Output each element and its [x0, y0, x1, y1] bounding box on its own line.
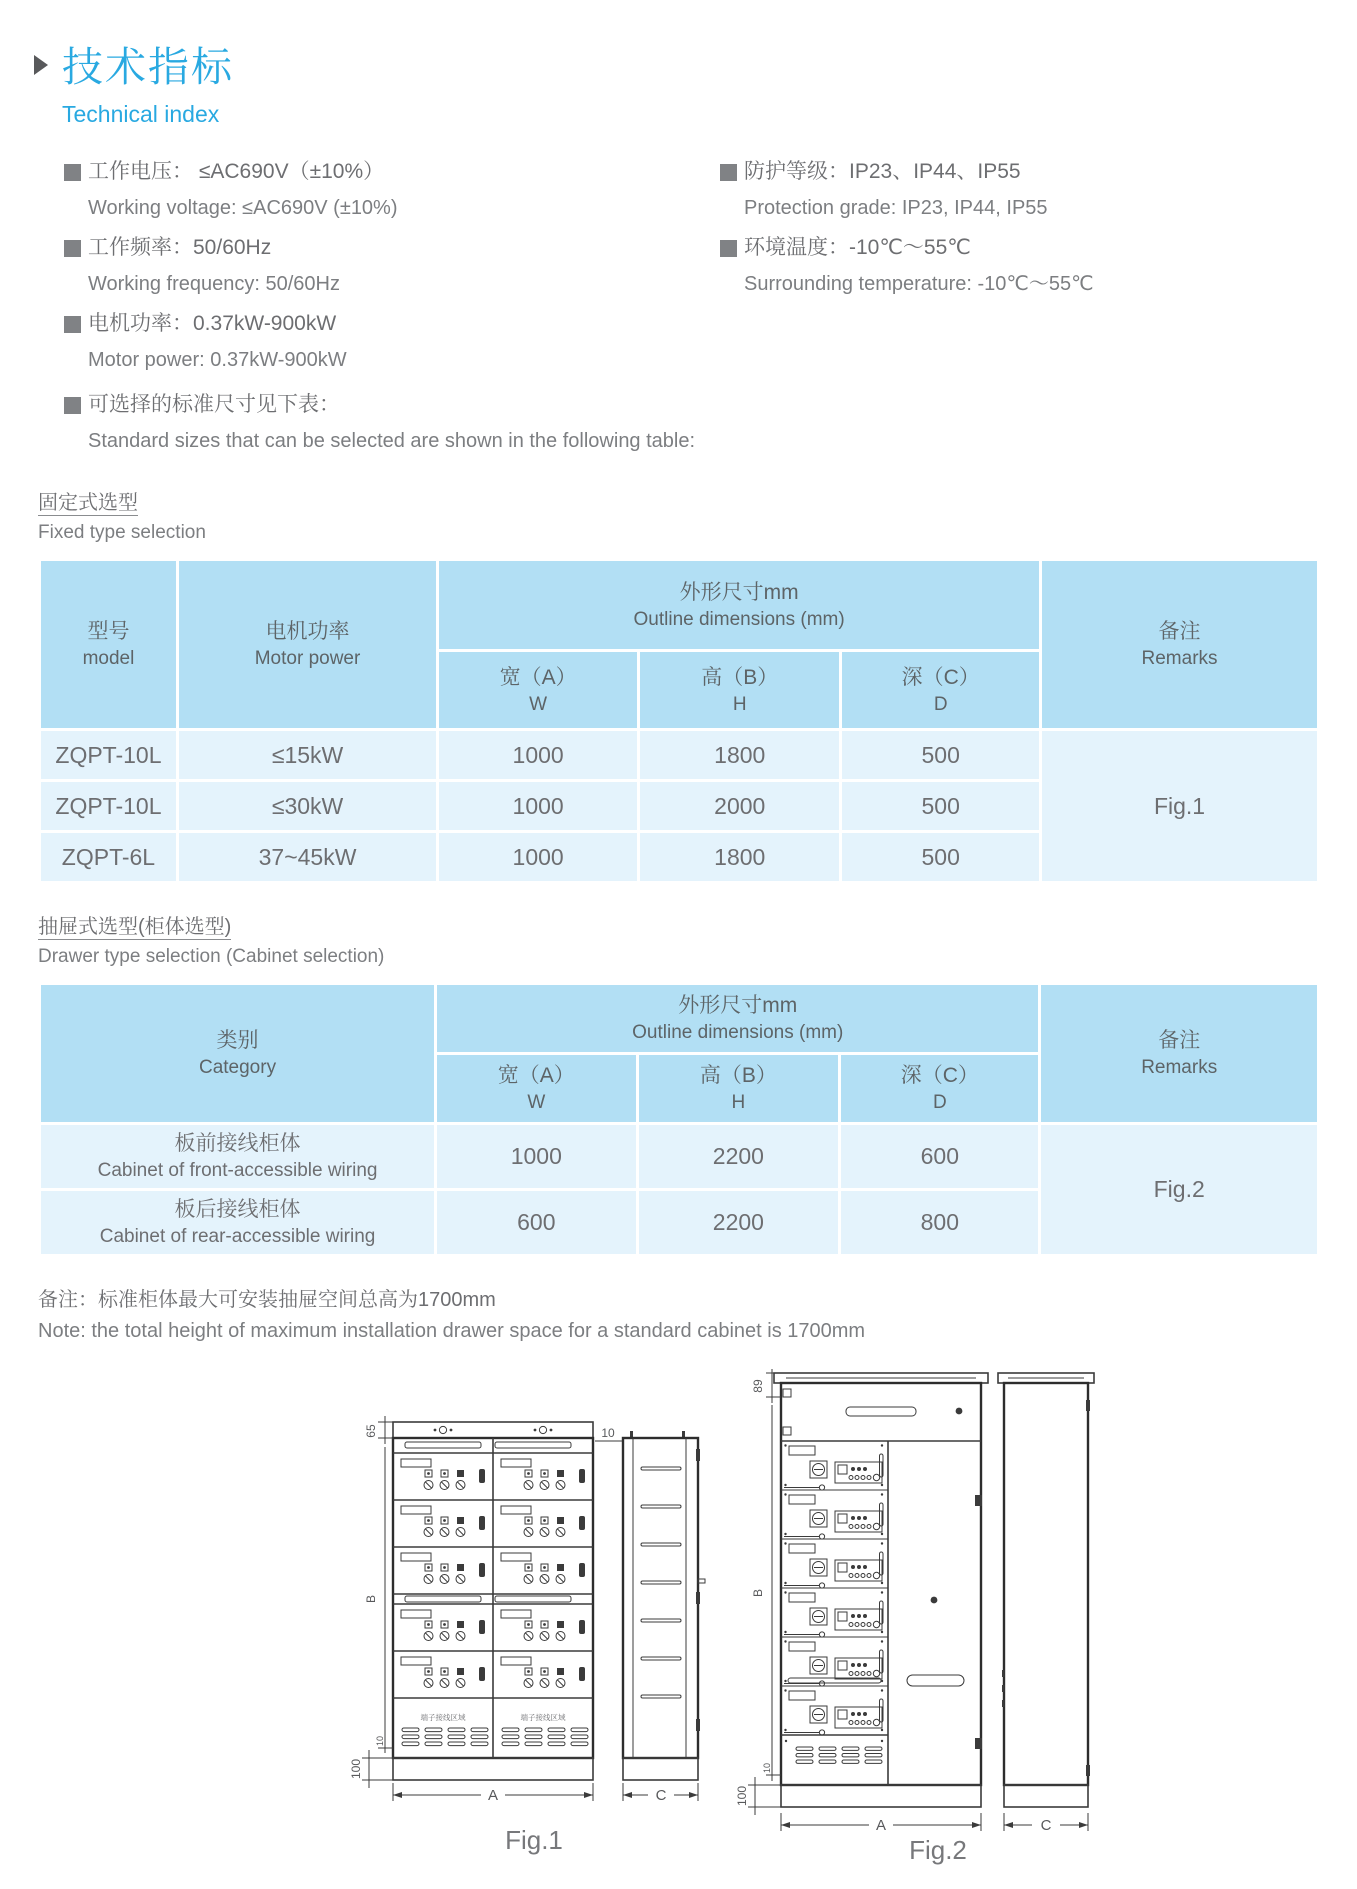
- col-header-category: 类别 Category: [41, 985, 434, 1122]
- cell-width: 1000: [439, 833, 637, 881]
- fig2-side-view: [998, 1373, 1094, 1807]
- fixed-type-section-label: [38, 486, 1320, 544]
- drawer-type-section-label: [38, 910, 1320, 968]
- cell-model: ZQPT-6L: [41, 833, 176, 881]
- dim-65: 65: [364, 1424, 378, 1438]
- fixed-type-section: [38, 486, 1320, 884]
- fig2-front-view: [774, 1373, 988, 1807]
- dim-89: 89: [751, 1379, 765, 1393]
- cell-width: 1000: [439, 731, 637, 779]
- dim-100: 100: [349, 1758, 363, 1780]
- section-arrow-icon: [34, 55, 48, 75]
- spec-item-working-frequency: [64, 230, 678, 303]
- table-row: [41, 731, 1317, 779]
- spec-en: Protection grade: IP23, IP44, IP55: [744, 197, 1048, 219]
- fig1-side-view: [623, 1431, 705, 1780]
- cell-model: ZQPT-10L: [41, 731, 176, 779]
- cell-width: 1000: [439, 782, 637, 830]
- cell-remark: Fig.1: [1042, 731, 1317, 881]
- cell-model: ZQPT-10L: [41, 782, 176, 830]
- fig2-caption: Fig.2: [909, 1835, 967, 1865]
- dim-A: A: [875, 1817, 887, 1834]
- cell-depth: 500: [842, 731, 1039, 779]
- cell-depth: 800: [841, 1191, 1038, 1254]
- spec-zh: 环境温度：-10℃～55℃: [744, 236, 971, 259]
- col-header-depth: 深（C） D: [842, 652, 1039, 728]
- terminal-area-label: 端子接线区域: [520, 1713, 566, 1722]
- dim-B: B: [751, 1588, 765, 1598]
- fixed-type-table: [38, 558, 1320, 884]
- cell-height: 1800: [640, 731, 839, 779]
- footnote-en: Note: the total height of maximum installation drawer space for a standard cabinet is 1700mm: [38, 1320, 866, 1342]
- col-header-width: 宽（A） W: [439, 652, 637, 728]
- spec-list: [38, 154, 1320, 382]
- cell-power: 37~45kW: [179, 833, 436, 881]
- cell-power: ≤30kW: [179, 782, 436, 830]
- cell-power: ≤15kW: [179, 731, 436, 779]
- col-header-remarks: 备注 Remarks: [1041, 985, 1317, 1122]
- fig2-cabinet-drawing: [726, 1345, 1108, 1869]
- spec-item-motor-power: [64, 306, 678, 379]
- section-label-zh: 固定式选型: [38, 492, 138, 514]
- cell-category: 板后接线柜体 Cabinet of rear-accessible wiring: [41, 1191, 434, 1254]
- dim-10-small: 10: [762, 1762, 772, 1774]
- col-header-height: 高（B） H: [640, 652, 839, 728]
- cell-category: 板前接线柜体 Cabinet of front-accessible wiring: [41, 1125, 434, 1188]
- page-subtitle: Technical index: [62, 101, 220, 127]
- table-row: [41, 1125, 1317, 1188]
- spec-en: Working frequency: 50/60Hz: [88, 273, 340, 295]
- cell-height: 2000: [640, 782, 839, 830]
- col-header-height: 高（B） H: [639, 1055, 839, 1122]
- cell-height: 1800: [640, 833, 839, 881]
- cell-depth: 500: [842, 833, 1039, 881]
- cell-width: 1000: [437, 1125, 635, 1188]
- spec-zh: 工作电压： ≤AC690V（±10%）: [88, 160, 385, 183]
- col-header-outline-dimensions: 外形尺寸mm Outline dimensions (mm): [439, 561, 1039, 649]
- fig1-front-view: [393, 1422, 593, 1780]
- col-header-model: 型号 model: [41, 561, 176, 728]
- bullet-square-icon: [720, 164, 737, 181]
- spec-item-table-intro: [64, 387, 1320, 460]
- bullet-square-icon: [64, 397, 81, 414]
- fig1-caption: Fig.1: [505, 1825, 563, 1855]
- col-header-remarks: 备注 Remarks: [1042, 561, 1317, 728]
- spec-zh: 防护等级：IP23、IP44、IP55: [744, 160, 1021, 183]
- fig1-cabinet-drawing: [338, 1387, 710, 1869]
- col-header-motor-power: 电机功率 Motor power: [179, 561, 436, 728]
- cell-depth: 500: [842, 782, 1039, 830]
- dim-B: B: [364, 1594, 378, 1604]
- cell-height: 2200: [639, 1125, 839, 1188]
- spec-column-left: [38, 154, 678, 382]
- spec-zh: 可选择的标准尺寸见下表：: [88, 393, 340, 416]
- spec-en: Working voltage: ≤AC690V (±10%): [88, 197, 398, 219]
- bullet-square-icon: [64, 240, 81, 257]
- dim-C: C: [1040, 1817, 1052, 1834]
- fig2-dimensions: [735, 1369, 1088, 1834]
- spec-item-surrounding-temperature: [720, 230, 1320, 303]
- bullet-square-icon: [64, 164, 81, 181]
- col-header-width: 宽（A） W: [437, 1055, 635, 1122]
- footnote-zh: 备注：标准柜体最大可安装抽屉空间总高为1700mm: [38, 1289, 496, 1311]
- dim-A: A: [487, 1787, 499, 1804]
- spec-column-right: [678, 154, 1320, 382]
- spec-zh: 电机功率：0.37kW-900kW: [88, 312, 337, 335]
- spec-zh: 工作频率：50/60Hz: [88, 236, 272, 259]
- page-title: 技术指标: [62, 44, 234, 90]
- section-label-en: Drawer type selection (Cabinet selection): [38, 946, 385, 967]
- col-header-depth: 深（C） D: [841, 1055, 1038, 1122]
- bullet-square-icon: [720, 240, 737, 257]
- spec-en: Surrounding temperature: -10℃～55℃: [744, 273, 1094, 295]
- dim-10-top: 10: [601, 1426, 615, 1440]
- dim-C: C: [655, 1787, 667, 1804]
- spec-en: Standard sizes that can be selected are shown in the following table:: [88, 430, 696, 452]
- spec-item-protection-grade: [720, 154, 1320, 227]
- page-header: [38, 34, 1320, 128]
- cell-remark: Fig.2: [1041, 1125, 1317, 1254]
- terminal-area-label: 端子接线区域: [420, 1713, 466, 1722]
- spec-en: Motor power: 0.37kW-900kW: [88, 349, 347, 371]
- section-label-en: Fixed type selection: [38, 522, 206, 543]
- bullet-square-icon: [64, 316, 81, 333]
- drawer-type-section: [38, 910, 1320, 1257]
- col-header-outline-dimensions: 外形尺寸mm Outline dimensions (mm): [437, 985, 1038, 1052]
- cell-width: 600: [437, 1191, 635, 1254]
- dim-10-small: 10: [375, 1735, 385, 1747]
- footnote: [38, 1285, 1320, 1347]
- cell-height: 2200: [639, 1191, 839, 1254]
- dim-100: 100: [735, 1785, 749, 1807]
- spec-item-working-voltage: [64, 154, 678, 227]
- cell-depth: 600: [841, 1125, 1038, 1188]
- figures-area: [38, 1349, 1320, 1889]
- drawer-type-table: [38, 982, 1320, 1257]
- section-label-zh: 抽屉式选型(柜体选型): [38, 916, 232, 938]
